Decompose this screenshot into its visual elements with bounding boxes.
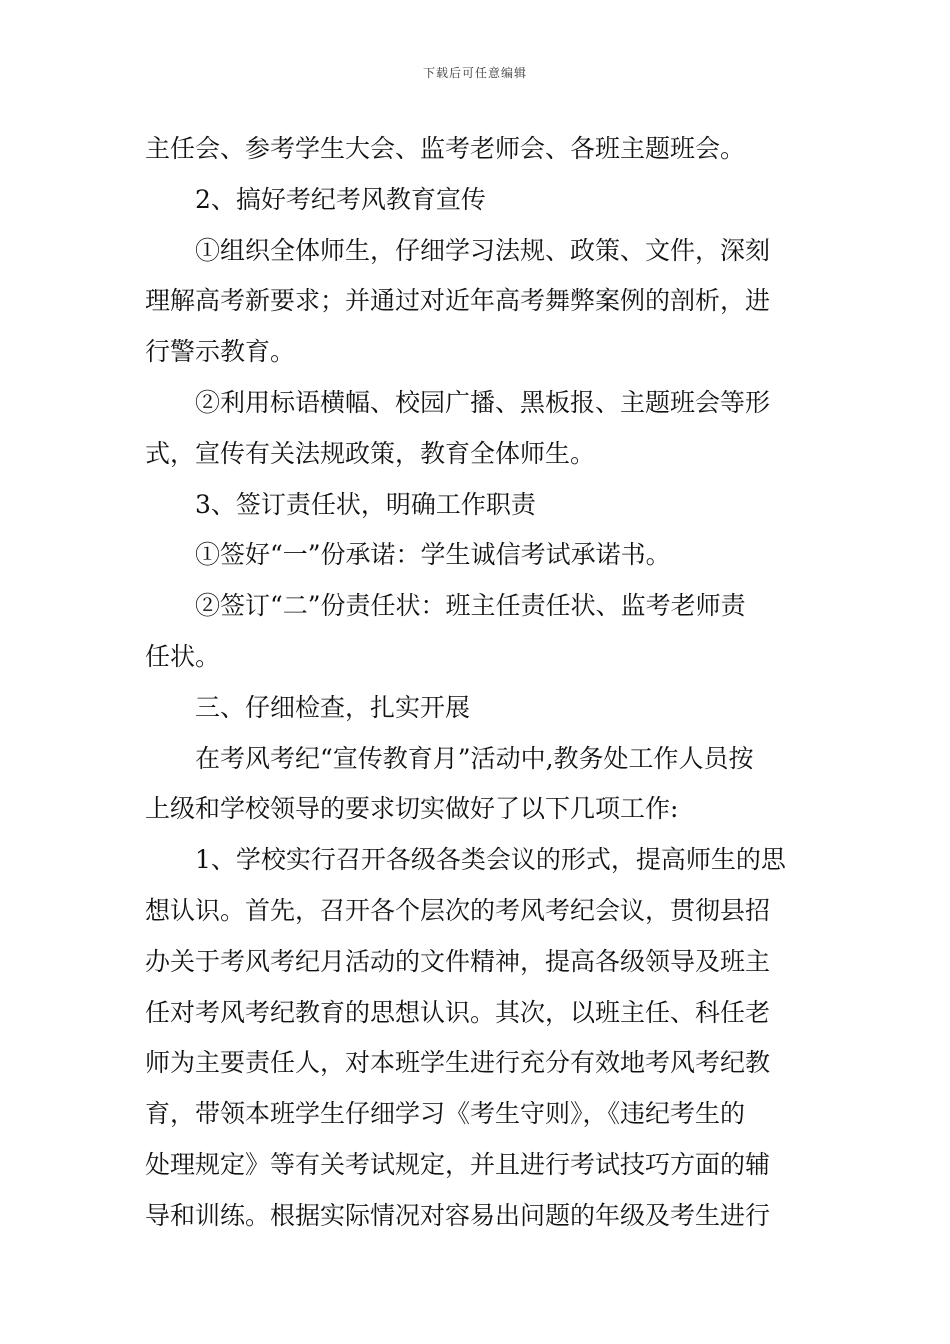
- text-line-4: 理解高考新要求；并通过对近年高考舞弊案例的剖析，进: [145, 286, 771, 316]
- text-line-10: ②签订“二”份责任状：班主任责任状、监考老师责: [195, 591, 746, 621]
- text-line-13: 在考风考纪“宣传教育月”活动中,教务处工作人员按: [195, 743, 754, 773]
- text-line-6: ②利用标语横幅、校园广播、黑板报、主题班会等形: [195, 387, 771, 417]
- text-line-11: 任状。: [145, 641, 221, 671]
- text-line-20: 育，带领本班学生仔细学习《考生守则》，《违纪考生的: [145, 1099, 746, 1129]
- text-line-16: 想认识。首先，召开各个层次的考风考纪会议，贯彻县招: [145, 895, 771, 925]
- text-line-17: 办关于考风考纪月活动的文件精神，提高各级领导及班主: [145, 946, 771, 976]
- page-header-note: 下载后可任意编辑: [422, 66, 527, 80]
- text-line-21: 处理规定》等有关考试规定，并且进行考试技巧方面的辅: [145, 1149, 771, 1179]
- text-line-12: 三、仔细检查，扎实开展: [195, 692, 471, 722]
- text-line-3: ①组织全体师生，仔细学习法规、政策、文件，深刻: [195, 235, 771, 265]
- document-body: [145, 124, 810, 1242]
- text-line-18: 任对考风考纪教育的思想认识。其次，以班主任、科任老: [145, 997, 771, 1027]
- text-line-15: 1、学校实行召开各级各类会议的形式，提高师生的思: [195, 845, 786, 875]
- text-line-2: 2、搞好考纪考风教育宣传: [195, 184, 486, 214]
- text-line-7: 式，宣传有关法规政策，教育全体师生。: [145, 438, 596, 468]
- text-line-8: 3、签订责任状，明确工作职责: [195, 489, 536, 519]
- text-line-1: 主任会、参考学生大会、监考老师会、各班主题班会。: [145, 134, 746, 163]
- text-line-22: 导和训练。根据实际情况对容易出问题的年级及考生进行: [145, 1200, 771, 1230]
- text-line-14: 上级和学校领导的要求切实做好了以下几项工作:: [145, 794, 679, 824]
- text-line-5: 行警示教育。: [145, 337, 296, 367]
- text-line-19: 师为主要责任人，对本班学生进行充分有效地考风考纪教: [145, 1048, 771, 1078]
- text-line-9: ①签好“一”份承诺：学生诚信考试承诺书。: [195, 540, 671, 570]
